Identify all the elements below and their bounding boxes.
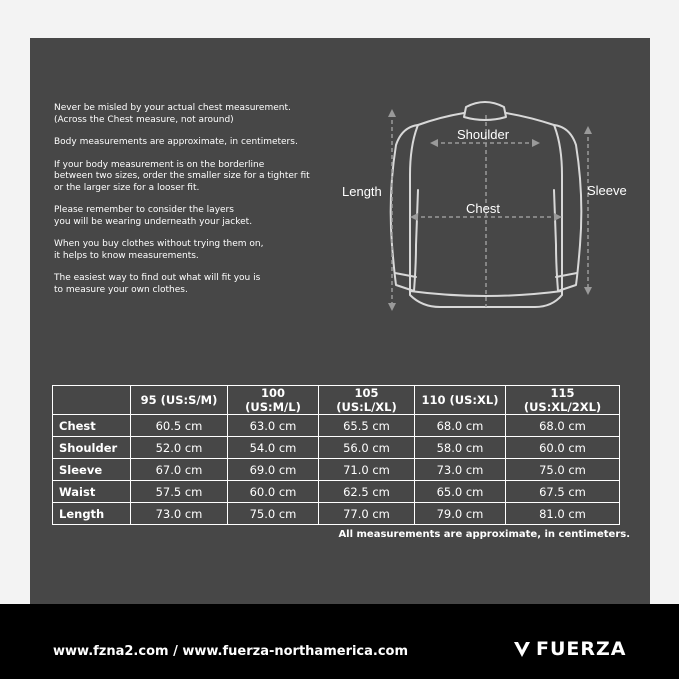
table-cell: 67.5 cm: [506, 481, 620, 503]
row-header-cell: Chest: [53, 415, 131, 437]
table-header-cell: 110 (US:XL): [415, 386, 506, 415]
note-paragraph: [54, 239, 344, 262]
note-line: Please remember to consider the layers: [54, 205, 234, 215]
table-cell: 65.5 cm: [319, 415, 415, 437]
brand-logo: [512, 638, 627, 660]
note-line: between two sizes, order the smaller size for a tighter fit: [54, 171, 310, 181]
footer-bar: [0, 604, 679, 679]
table-cell: 77.0 cm: [319, 503, 415, 525]
note-paragraph: [54, 160, 344, 195]
table-row: [53, 503, 620, 525]
note-paragraph: [54, 273, 344, 296]
table-row: [53, 415, 620, 437]
table-cell: 57.5 cm: [131, 481, 228, 503]
sleeve-label: Sleeve: [587, 183, 627, 198]
brand-name: FUERZA: [536, 638, 627, 660]
table-cell: 54.0 cm: [228, 437, 319, 459]
table-header-cell: 100 (US:M/L): [228, 386, 319, 415]
table-header-cell: 115 (US:XL/2XL): [506, 386, 620, 415]
note-line: Never be misled by your actual chest measurement.: [54, 103, 291, 113]
table-header-cell: 105 (US:L/XL): [319, 386, 415, 415]
row-header-cell: Length: [53, 503, 131, 525]
size-table: [52, 385, 620, 525]
table-cell: 60.0 cm: [506, 437, 620, 459]
table-header-row: [53, 386, 620, 415]
row-header-cell: Shoulder: [53, 437, 131, 459]
table-cell: 52.0 cm: [131, 437, 228, 459]
note-paragraph: [54, 137, 344, 149]
note-line: If your body measurement is on the borderline: [54, 159, 265, 170]
note-line: to measure your own clothes.: [54, 284, 188, 295]
table-cell: 68.0 cm: [506, 415, 620, 437]
table-cell: 69.0 cm: [228, 459, 319, 481]
note-paragraph: [54, 205, 344, 228]
table-cell: 68.0 cm: [415, 415, 506, 437]
shoulder-label: Shoulder: [457, 127, 510, 142]
row-header-cell: Sleeve: [53, 459, 131, 481]
note-line: or the larger size for a looser fit.: [54, 182, 200, 193]
table-header-cell: 95 (US:S/M): [131, 386, 228, 415]
note-line: (Across the Chest measure, not around): [54, 114, 234, 125]
table-cell: 62.5 cm: [319, 481, 415, 503]
table-row: [53, 437, 620, 459]
table-cell: 75.0 cm: [506, 459, 620, 481]
table-row: [53, 459, 620, 481]
note-line: Body measurements are approximate, in centimeters.: [54, 137, 298, 147]
note-line: you will be wearing underneath your jacket.: [54, 216, 253, 227]
note-line: The easiest way to find out what will fit you is: [54, 273, 261, 283]
note-line: When you buy clothes without trying them on,: [54, 239, 264, 249]
measurement-notes: [54, 103, 344, 307]
row-header-cell: Waist: [53, 481, 131, 503]
table-cell: 73.0 cm: [415, 459, 506, 481]
fuerza-logo-icon: [512, 639, 532, 659]
table-cell: 63.0 cm: [228, 415, 319, 437]
table-cell: 79.0 cm: [415, 503, 506, 525]
table-cell: 58.0 cm: [415, 437, 506, 459]
table-cell: 73.0 cm: [131, 503, 228, 525]
table-header-cell: [53, 386, 131, 415]
table-cell: 81.0 cm: [506, 503, 620, 525]
chest-label: Chest: [466, 201, 500, 216]
table-cell: 60.5 cm: [131, 415, 228, 437]
note-paragraph: [54, 103, 344, 126]
website-urls[interactable]: www.fzna2.com / www.fuerza-northamerica.com: [53, 644, 409, 659]
table-cell: 65.0 cm: [415, 481, 506, 503]
table-row: [53, 481, 620, 503]
table-footnote: All measurements are approximate, in centimeters.: [338, 529, 630, 540]
table-cell: 56.0 cm: [319, 437, 415, 459]
table-cell: 75.0 cm: [228, 503, 319, 525]
note-line: it helps to know measurements.: [54, 250, 199, 261]
table-cell: 60.0 cm: [228, 481, 319, 503]
table-cell: 67.0 cm: [131, 459, 228, 481]
length-label: Length: [342, 184, 382, 199]
table-cell: 71.0 cm: [319, 459, 415, 481]
jacket-diagram: [330, 95, 650, 320]
